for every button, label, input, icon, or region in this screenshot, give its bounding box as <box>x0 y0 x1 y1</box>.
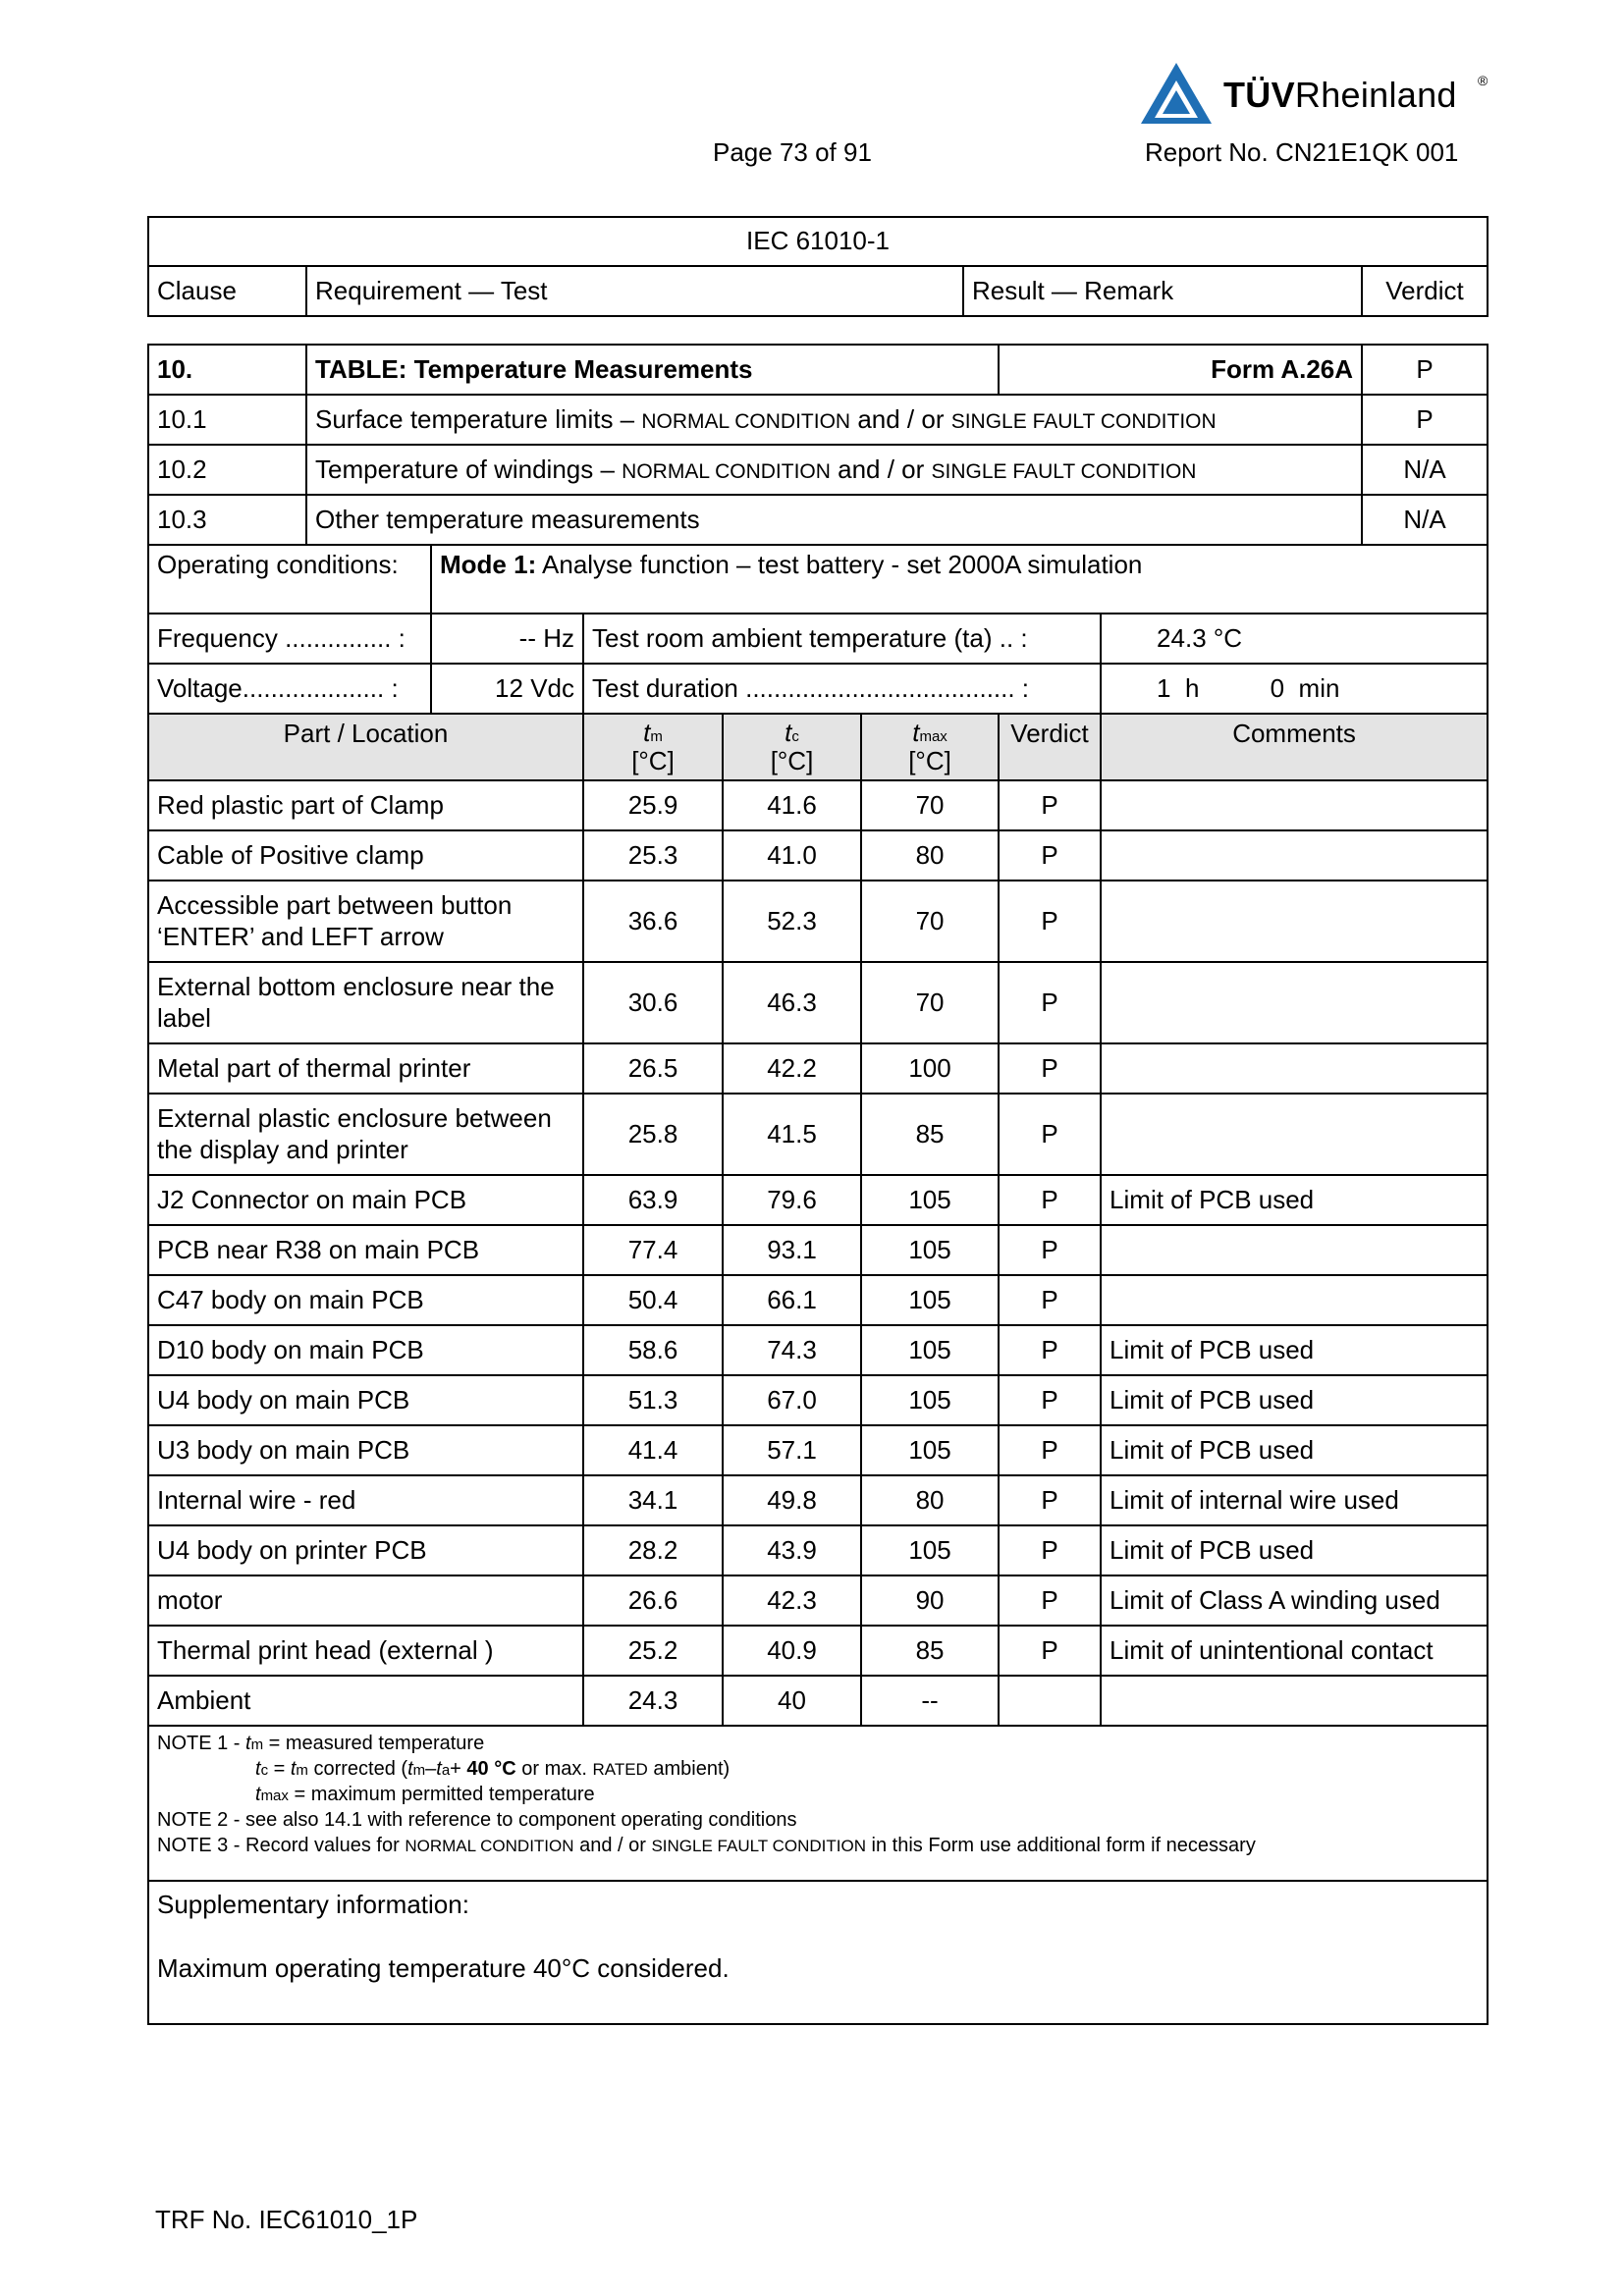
tc-value: 43.9 <box>723 1525 861 1575</box>
table-row <box>148 780 1488 830</box>
row-verdict: P <box>999 1525 1101 1575</box>
table-title: TABLE: Temperature Measurements <box>306 345 999 395</box>
tmax-value: -- <box>861 1676 999 1726</box>
row-verdict: P <box>999 1475 1101 1525</box>
part-location: Accessible part between button ‘ENTER’ and LEFT arrow <box>148 881 583 962</box>
row-comment <box>1101 1043 1488 1094</box>
tm-value: 25.2 <box>583 1626 723 1676</box>
part-location-header: Part / Location <box>148 714 583 780</box>
note-1-tc: tc = tm corrected (tm–ta+ 40 °C or max. RATED ambient) <box>255 1758 731 1780</box>
operating-label: Operating conditions: <box>148 545 431 614</box>
row-comment <box>1101 881 1488 962</box>
col-result-header: Result — Remark <box>963 266 1362 316</box>
part-location: motor <box>148 1575 583 1626</box>
row-comment: Limit of internal wire used <box>1101 1475 1488 1525</box>
tm-value: 25.3 <box>583 830 723 881</box>
tm-value: 51.3 <box>583 1375 723 1425</box>
row-comment <box>1101 780 1488 830</box>
tm-value: 36.6 <box>583 881 723 962</box>
tm-value: 26.6 <box>583 1575 723 1626</box>
subclause-text: Surface temperature limits – NORMAL CONDITION and / or SINGLE FAULT CONDITION <box>306 395 1362 445</box>
row-comment <box>1101 1225 1488 1275</box>
col-clause-header: Clause <box>148 266 306 316</box>
tc-value: 93.1 <box>723 1225 861 1275</box>
row-verdict: P <box>999 1275 1101 1325</box>
form-id: Form A.26A <box>999 345 1362 395</box>
tm-value: 58.6 <box>583 1325 723 1375</box>
tc-value: 40.9 <box>723 1626 861 1676</box>
supplementary-text: Maximum operating temperature 40°C considered. <box>157 1953 730 1984</box>
triangle-logo-icon <box>1139 61 1214 126</box>
row-verdict: P <box>999 830 1101 881</box>
supplementary-label: Supplementary information: <box>157 1890 469 1919</box>
tmax-value: 105 <box>861 1425 999 1475</box>
part-location: External plastic enclosure between the display and printer <box>148 1094 583 1175</box>
part-location: Red plastic part of Clamp <box>148 780 583 830</box>
tc-value: 40 <box>723 1676 861 1726</box>
table-title-row <box>148 345 1488 395</box>
tuv-rheinland-logo <box>1139 61 1492 128</box>
table-clause: 10. <box>148 345 306 395</box>
tm-value: 77.4 <box>583 1225 723 1275</box>
table-row <box>148 1175 1488 1225</box>
tmax-value: 105 <box>861 1225 999 1275</box>
notes-row <box>148 1726 1488 1881</box>
duration-label: Test duration ...................................... : <box>583 664 1101 714</box>
ambient-value: 24.3 °C <box>1101 614 1488 664</box>
note-1: NOTE 1 - tm = measured temperature <box>157 1733 485 1754</box>
subclause-text: Other temperature measurements <box>306 495 1362 545</box>
comments-header: Comments <box>1101 714 1488 780</box>
verdict-header: Verdict <box>999 714 1101 780</box>
supplementary-row <box>148 1881 1488 2024</box>
tmax-value: 90 <box>861 1575 999 1626</box>
row-comment <box>1101 1275 1488 1325</box>
part-location: U3 body on main PCB <box>148 1425 583 1475</box>
row-verdict: P <box>999 881 1101 962</box>
table-row <box>148 1575 1488 1626</box>
part-location: Metal part of thermal printer <box>148 1043 583 1094</box>
table-row <box>148 881 1488 962</box>
row-verdict: P <box>999 1375 1101 1425</box>
tm-value: 28.2 <box>583 1525 723 1575</box>
table-row <box>148 1275 1488 1325</box>
subclause-row <box>148 395 1488 445</box>
row-comment: Limit of PCB used <box>1101 1375 1488 1425</box>
tmax-value: 105 <box>861 1375 999 1425</box>
part-location: Internal wire - red <box>148 1475 583 1525</box>
tmax-value: 85 <box>861 1626 999 1676</box>
tm-value: 26.5 <box>583 1043 723 1094</box>
subclause-number: 10.2 <box>148 445 306 495</box>
frequency-value: -- Hz <box>431 614 583 664</box>
part-location: PCB near R38 on main PCB <box>148 1225 583 1275</box>
table-row <box>148 1094 1488 1175</box>
subclause-verdict: P <box>1362 395 1488 445</box>
duration-value: 1 h 0 min <box>1101 664 1488 714</box>
row-verdict: P <box>999 1575 1101 1626</box>
row-comment: Limit of PCB used <box>1101 1325 1488 1375</box>
tmax-value: 70 <box>861 780 999 830</box>
table-row <box>148 1225 1488 1275</box>
table-row <box>148 1475 1488 1525</box>
row-comment <box>1101 962 1488 1043</box>
note-2: NOTE 2 - see also 14.1 with reference to component operating conditions <box>157 1809 797 1831</box>
table-row <box>148 1375 1488 1425</box>
supplementary-info <box>148 1881 1488 2024</box>
voltage-label: Voltage.................... : <box>148 664 431 714</box>
row-comment: Limit of PCB used <box>1101 1525 1488 1575</box>
tmax-value: 105 <box>861 1525 999 1575</box>
tc-value: 42.3 <box>723 1575 861 1626</box>
tm-value: 25.8 <box>583 1094 723 1175</box>
row-comment: Limit of unintentional contact <box>1101 1626 1488 1676</box>
table-row <box>148 1425 1488 1475</box>
voltage-value: 12 Vdc <box>431 664 583 714</box>
tc-value: 46.3 <box>723 962 861 1043</box>
row-verdict: P <box>999 780 1101 830</box>
subclause-number: 10.3 <box>148 495 306 545</box>
column-header-row <box>148 714 1488 780</box>
tc-value: 41.5 <box>723 1094 861 1175</box>
row-comment: Limit of PCB used <box>1101 1175 1488 1225</box>
table-row <box>148 1676 1488 1726</box>
col-verdict-header: Verdict <box>1362 266 1488 316</box>
tc-header: tc [°C] <box>723 714 861 780</box>
row-comment: Limit of PCB used <box>1101 1425 1488 1475</box>
note-3: NOTE 3 - Record values for NORMAL CONDITION and / or SINGLE FAULT CONDITION in this Form use additional form if necessary <box>157 1835 1256 1856</box>
row-verdict: P <box>999 962 1101 1043</box>
row-verdict: P <box>999 1325 1101 1375</box>
row-comment <box>1101 1676 1488 1726</box>
tc-value: 66.1 <box>723 1275 861 1325</box>
tmax-value: 85 <box>861 1094 999 1175</box>
tm-header: tm [°C] <box>583 714 723 780</box>
tmax-value: 105 <box>861 1175 999 1225</box>
part-location: Cable of Positive clamp <box>148 830 583 881</box>
tmax-value: 105 <box>861 1275 999 1325</box>
table-verdict: P <box>1362 345 1488 395</box>
part-location: D10 body on main PCB <box>148 1325 583 1375</box>
tmax-value: 70 <box>861 881 999 962</box>
subclause-number: 10.1 <box>148 395 306 445</box>
part-location: Thermal print head (external ) <box>148 1626 583 1676</box>
tm-value: 63.9 <box>583 1175 723 1225</box>
operating-mode: Mode 1: Analyse function – test battery - set 2000A simulation <box>431 545 1488 614</box>
row-comment <box>1101 830 1488 881</box>
tmax-value: 80 <box>861 830 999 881</box>
row-verdict: P <box>999 1043 1101 1094</box>
tc-value: 41.0 <box>723 830 861 881</box>
col-requirement-header: Requirement — Test <box>306 266 963 316</box>
subclause-text: Temperature of windings – NORMAL CONDITION and / or SINGLE FAULT CONDITION <box>306 445 1362 495</box>
row-comment: Limit of Class A winding used <box>1101 1575 1488 1626</box>
table-row <box>148 1043 1488 1094</box>
operating-conditions-row <box>148 545 1488 614</box>
tm-value: 25.9 <box>583 780 723 830</box>
tc-value: 52.3 <box>723 881 861 962</box>
part-location: U4 body on main PCB <box>148 1375 583 1425</box>
row-comment <box>1101 1094 1488 1175</box>
tm-value: 41.4 <box>583 1425 723 1475</box>
tmax-value: 70 <box>861 962 999 1043</box>
tm-value: 24.3 <box>583 1676 723 1726</box>
voltage-row <box>148 664 1488 714</box>
row-verdict: P <box>999 1094 1101 1175</box>
subclause-row <box>148 495 1488 545</box>
tc-value: 57.1 <box>723 1425 861 1475</box>
logo-text: TÜVRheinland <box>1223 75 1457 115</box>
frequency-label: Frequency ............... : <box>148 614 431 664</box>
part-location: Ambient <box>148 1676 583 1726</box>
tm-value: 34.1 <box>583 1475 723 1525</box>
note-1-tmax: tmax = maximum permitted temperature <box>255 1784 595 1805</box>
table-row <box>148 1325 1488 1375</box>
row-verdict <box>999 1676 1101 1726</box>
subclause-verdict: N/A <box>1362 495 1488 545</box>
tm-value: 50.4 <box>583 1275 723 1325</box>
tc-value: 49.8 <box>723 1475 861 1525</box>
row-verdict: P <box>999 1425 1101 1475</box>
frequency-row <box>148 614 1488 664</box>
table-row <box>148 962 1488 1043</box>
table-row <box>148 830 1488 881</box>
row-verdict: P <box>999 1175 1101 1225</box>
tc-value: 67.0 <box>723 1375 861 1425</box>
page-number: Page 73 of 91 <box>713 137 872 167</box>
tc-value: 42.2 <box>723 1043 861 1094</box>
tmax-header: tmax [°C] <box>861 714 999 780</box>
standard-title: IEC 61010-1 <box>148 217 1488 266</box>
part-location: J2 Connector on main PCB <box>148 1175 583 1225</box>
registered-mark: ® <box>1478 73 1489 88</box>
subclause-row <box>148 445 1488 495</box>
report-number: Report No. CN21E1QK 001 <box>1145 137 1459 167</box>
table-row <box>148 1525 1488 1575</box>
tc-value: 79.6 <box>723 1175 861 1225</box>
notes <box>148 1726 1488 1881</box>
temperature-table <box>147 344 1489 2025</box>
part-location: External bottom enclosure near the label <box>148 962 583 1043</box>
row-verdict: P <box>999 1225 1101 1275</box>
trf-number: TRF No. IEC61010_1P <box>155 2205 418 2234</box>
part-location: U4 body on printer PCB <box>148 1525 583 1575</box>
table-row <box>148 1626 1488 1676</box>
tmax-value: 80 <box>861 1475 999 1525</box>
tc-value: 41.6 <box>723 780 861 830</box>
subclause-verdict: N/A <box>1362 445 1488 495</box>
tmax-value: 105 <box>861 1325 999 1375</box>
part-location: C47 body on main PCB <box>148 1275 583 1325</box>
standard-header-table <box>147 216 1489 317</box>
tc-value: 74.3 <box>723 1325 861 1375</box>
tm-value: 30.6 <box>583 962 723 1043</box>
ambient-label: Test room ambient temperature (ta) .. : <box>583 614 1101 664</box>
tmax-value: 100 <box>861 1043 999 1094</box>
row-verdict: P <box>999 1626 1101 1676</box>
